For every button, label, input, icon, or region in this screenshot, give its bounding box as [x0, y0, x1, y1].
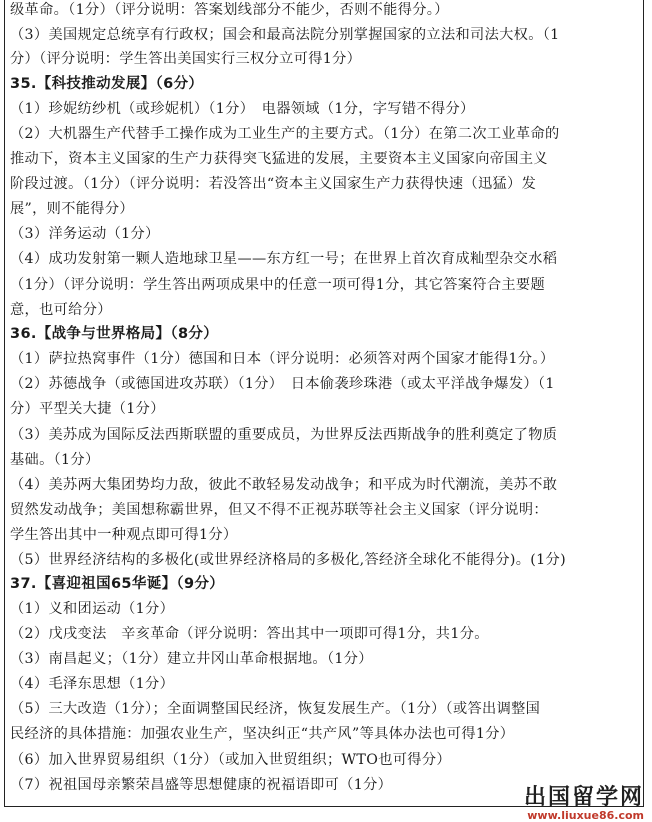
text-line: （5）三大改造（1分）；全面调整国民经济，恢复发展生产。（1分）（或答出调整国 — [10, 701, 541, 717]
text-line: （3）洋务运动（1分） — [10, 226, 160, 242]
text-line: （3）美苏成为国际反法西斯联盟的重要成员，为世界反法西斯战争的胜利奠定了物质 — [10, 427, 558, 443]
text-line: 展”，则不能得分） — [10, 201, 134, 217]
question-36-heading: 36.【战争与世界格局】（8分） — [10, 326, 219, 342]
text-line: （4）成功发射第一颗人造地球卫星——东方红一号；在世界上首次育成籼型杂交水稻 — [10, 251, 558, 267]
text-line: （4）毛泽东思想（1分） — [10, 676, 175, 692]
text-line: （2）戊戌变法 辛亥革命（评分说明：答出其中一项即可得1分，共1分。 — [10, 626, 489, 642]
text-line: 分）（评分说明：学生答出美国实行三权分立可得1分） — [10, 51, 362, 67]
text-line: 意，也可给分） — [10, 302, 112, 318]
text-line: 民经济的具体措施：加强农业生产，坚决纠正“共产风”等具体办法也可得1分） — [10, 726, 515, 742]
text-line: （7）祝祖国母亲繁荣昌盛等思想健康的祝福语即可（1分） — [10, 777, 393, 793]
text-line: （4）美苏两大集团势均力敌，彼此不敢轻易发动战争；和平成为时代潮流，美苏不敢 — [10, 477, 558, 493]
text-line: 基础。（1分） — [10, 452, 100, 468]
text-line: （1分）（评分说明：学生答出两项成果中的任意一项可得1分，其它答案符合主要题 — [10, 277, 546, 293]
text-line: （5）世界经济结构的多极化(或世界经济格局的多极化,答经济全球化不能得分)。(1分) — [10, 552, 566, 568]
question-37-heading: 37.【喜迎祖国65华诞】（9分） — [10, 576, 225, 592]
text-line: （3）南昌起义；（1分）建立井冈山革命根据地。（1分） — [10, 651, 373, 667]
text-line: （6）加入世界贸易组织（1分）（或加入世贸组织；WTO也可得分） — [10, 752, 451, 768]
text-line: （1）萨拉热窝事件（1分）德国和日本（评分说明：必须答对两个国家才能得1分。） — [10, 351, 555, 367]
text-line: （3）美国规定总统享有行政权；国会和最高法院分别掌握国家的立法和司法大权。（1 — [10, 27, 560, 43]
text-line: 学生答出其中一种观点即可得1分） — [10, 527, 238, 543]
text-line: 阶段过渡。（1分）（评分说明：若没答出“资本主义国家生产力获得快速（迅猛）发 — [10, 176, 537, 192]
site-watermark — [524, 786, 644, 822]
text-line: 贸然发动战争；美国想称霸世界，但又不得不正视苏联等社会主义国家（评分说明： — [10, 502, 548, 518]
text-line: 推动下，资本主义国家的生产力获得突飞猛进的发展，主要资本主义国家向帝国主义 — [10, 151, 548, 167]
watermark-title: 出国留学网 — [523, 785, 644, 810]
text-line: （1）义和团运动（1分） — [10, 601, 175, 617]
text-line: （1）珍妮纺纱机（或珍妮机）（1分） 电器领域（1分，字写错不得分） — [10, 101, 475, 117]
text-line: 级革命。（1分）（评分说明：答案划线部分不能少，否则不能得分。） — [10, 2, 449, 18]
text-line: （2）大机器生产代替手工操作成为工业生产的主要方式。（1分）在第二次工业革命的 — [10, 126, 560, 142]
text-line: 分）平型关大捷（1分） — [10, 401, 165, 417]
question-35-heading: 35.【科技推动发展】（6分） — [10, 76, 204, 92]
text-line: （2）苏德战争（或德国进攻苏联）（1分） 日本偷袭珍珠港（或太平洋战争爆发）（1 — [10, 376, 555, 392]
watermark-url: www.liuxue86.com — [527, 809, 644, 822]
